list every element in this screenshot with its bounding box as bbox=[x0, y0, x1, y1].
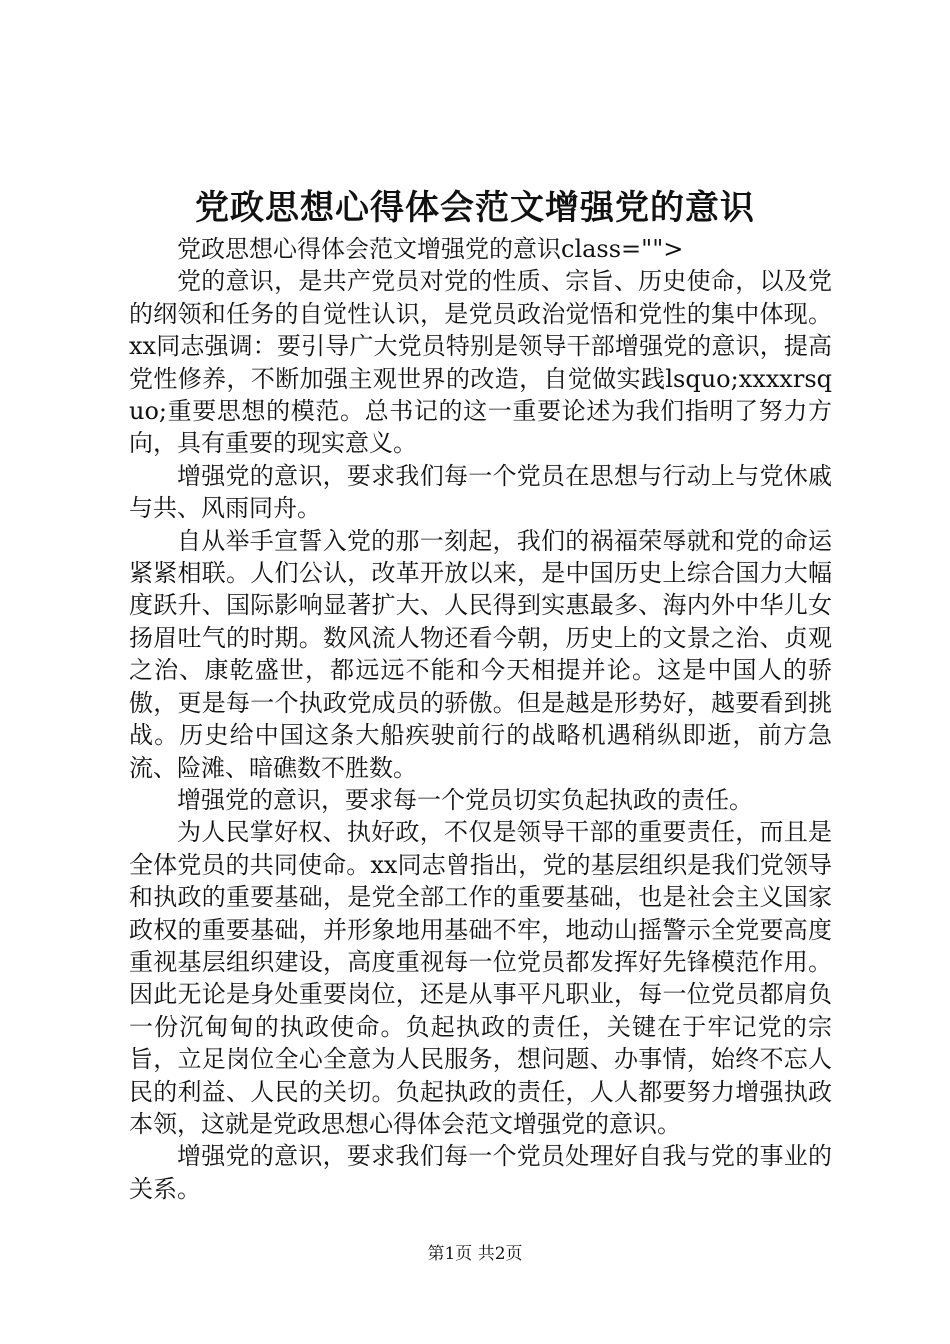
document-title: 党政思想心得体会范文增强党的意识 bbox=[195, 188, 755, 228]
body-paragraph: 增强党的意识，要求我们每一个党员在思想与行动上与党休戚与共、风雨同舟。 bbox=[129, 461, 832, 523]
body-paragraph: 增强党的意识，要求我们每一个党员处理好自我与党的事业的关系。 bbox=[129, 1142, 832, 1203]
body-paragraph: 自从举手宣誓入党的那一刻起，我们的祸福荣辱就和党的命运紧紧相联。人们公认，改革开放以来，是中国历史上综合国力大幅度跃升、国际影响显著扩大、人民得到实惠最多、海内外中华儿女扬眉吐气的时期。数风流人物还看今朝，历史上的文景之治、贞观之治、康乾盛世，都远远不能和今天相提并论。这是中国人的骄傲，更是每一个执政党成员的骄傲。但是越是形势好，越要看到挑战。历史给中国这条大船疾驶前行的战略机遇稍纵即逝，前方急流、险滩、暗礁数不胜数。 bbox=[129, 526, 832, 782]
body-paragraph: 增强党的意识，要求每一个党员切实负起执政的责任。 bbox=[177, 785, 753, 814]
page-number-footer: 第1页 共2页 bbox=[427, 1244, 523, 1264]
body-paragraph: 为人民掌好权、执好政，不仅是领导干部的重要责任，而且是全体党员的共同使命。xx同志曾指出，党的基层组织是我们党领导和执政的重要基础，是党全部工作的重要基础，也是社会主义国家政权的重要基础，并形象地用基础不牢，地动山摇警示全党要高度重视基层组织建设，高度重视每一位党员都发挥好先锋模范作用。因此无论是身处重要岗位，还是从事平凡职业，每一位党员都肩负一份沉甸甸的执政使命。负起执政的责任，关键在于牢记党的宗旨，立足岗位全心全意为人民服务，想问题、办事情，始终不忘人民的利益、人民的关切。负起执政的责任，人人都要努力增强执政本领，这就是党政思想心得体会范文增强党的意识。 bbox=[129, 818, 832, 1138]
body-paragraph: 党政思想心得体会范文增强党的意识class=""> bbox=[177, 235, 684, 263]
body-paragraph: 党的意识，是共产党员对党的性质、宗旨、历史使命，以及党的纲领和任务的自觉性认识，是党员政治觉悟和党性的集中体现。xx同志强调：要引导广大党员特别是领导干部增强党的意识，提高党性修养，不断加强主观世界的改造，自觉做实践lsquo;xxxxrsquo;重要思想的模范。总书记的这一重要论述为我们指明了努力方向，具有重要的现实意义。 bbox=[129, 267, 832, 458]
document-body bbox=[129, 233, 832, 1205]
